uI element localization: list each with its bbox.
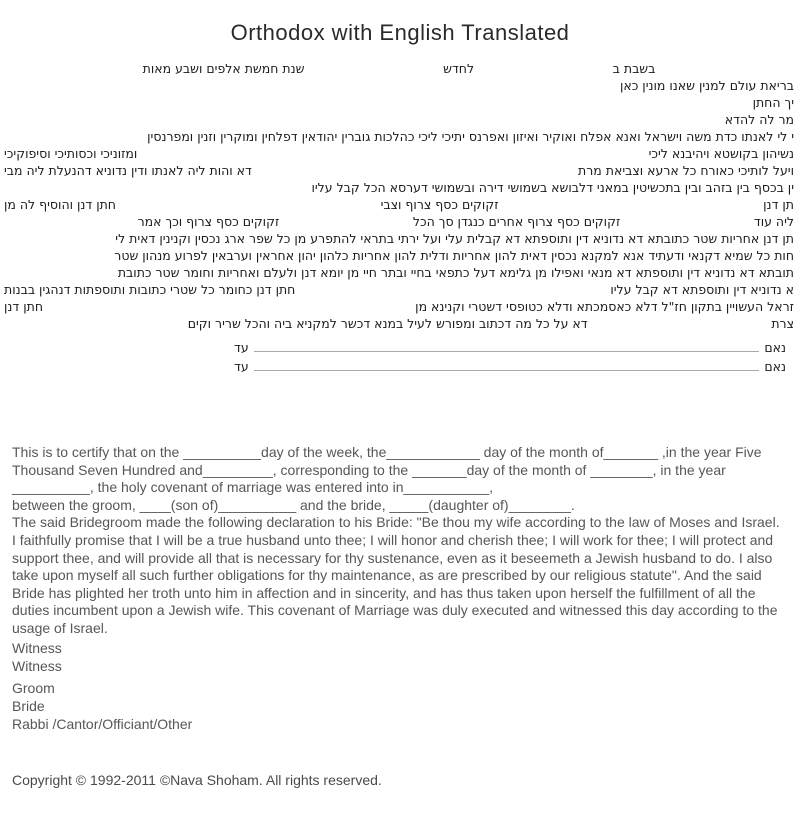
signer-label: Witness bbox=[12, 639, 62, 656]
hebrew-text-segment: מר לה להדא bbox=[724, 112, 794, 127]
signature-naum-label: נאם bbox=[764, 340, 786, 355]
hebrew-text-segment: ליה עוד bbox=[753, 214, 794, 229]
hebrew-text-segment: נשיהון בקושטא ויהיבנא ליכי bbox=[648, 146, 794, 161]
signer-label: Rabbi /Cantor/Officiant/Other bbox=[12, 715, 193, 732]
hebrew-text-segment: זראל העשויין בתקון חז"ל דלא כאסמכתא ודלא כטופסי דשטרי וקנינא מן bbox=[415, 299, 794, 314]
signature-naum-label: נאם bbox=[764, 359, 786, 374]
hebrew-text-segment: דא על כל מה דכתוב ומפורש לעיל במנא דכשר למקניא ביה והכל שריר וקים bbox=[187, 316, 588, 331]
hebrew-line bbox=[4, 94, 794, 111]
hebrew-text-segment: ויעל לותיכי כאורח כל ארעא וצביאת מרת bbox=[578, 163, 794, 178]
hebrew-line bbox=[4, 213, 794, 230]
hebrew-line bbox=[4, 162, 794, 179]
hebrew-text-segment: בריאת עולם למנין שאנו מונין כאן bbox=[619, 78, 794, 93]
page-title: Orthodox with English Translated bbox=[230, 20, 570, 45]
signer-label: Witness bbox=[12, 657, 62, 674]
hebrew-text-segment: דא והות ליה לאנתו ודין נדוניא דהנעלת ליה מבי bbox=[4, 163, 252, 178]
hebrew-text-segment: צרת bbox=[771, 316, 794, 331]
english-paragraph-certify: This is to certify that on the __________day of the week, the____________ day of the month of_______ ,in the year Five Thousand Seven Hundred and_________, corresponding to the _______day of the month of ________, in the year __________, the holy covenant of marriage was entered into in___________, bbox=[12, 444, 762, 496]
hebrew-text-segment: חתן דנן והוסיף לה מן bbox=[4, 197, 116, 212]
signer-label-list bbox=[12, 639, 786, 733]
signer-label: Bride bbox=[12, 697, 45, 714]
signature-ed-label: עד bbox=[234, 359, 249, 374]
hebrew-text-segment: ין בכסף בין בזהב ובין בתכשיטין במאני דלבושא בשמושי דירה ובשמושי דערסא הכל קבל עליו bbox=[311, 180, 794, 195]
hebrew-text-segment: זקוקים כסף צרוף אחרים כנגדן סך הכל bbox=[412, 214, 621, 229]
hebrew-text-segment: תן דנן bbox=[763, 197, 794, 212]
hebrew-line bbox=[4, 264, 794, 281]
hebrew-text-segment: תובתא דא נדוניא דין ותוספתא דא מנאי ואפילו מן גלימא דעל כתפאי בחיי ובתר חיי מן יומא דנן ולעלם ואחריות וחומר שטר כתובת bbox=[117, 265, 794, 280]
hebrew-text-segment: זקוקים כסף צרוף וכך אמר bbox=[137, 214, 280, 229]
hebrew-text-segment: חות כל שמיא דקנאי ודעתיד אנא למקנא נכסין דאית להון אחריות ודלית להון אחריות כלהון יהון אחראין וערבאין לפרוע מנהון שטר bbox=[114, 248, 794, 263]
copyright-notice: Copyright © 1992-2011 ©Nava Shoham. All rights reserved. bbox=[12, 772, 382, 788]
signature-ed-label: עד bbox=[234, 340, 249, 355]
hebrew-text-segment: י לי לאנתו כדת משה וישראל ואנא אפלח ואוקיר ואיזון ואפרנס יתיכי ליכי כהלכות גוברין יהודאין דפלחין ומוקרין וזנין ומפרנסין bbox=[147, 129, 794, 144]
hebrew-line bbox=[4, 111, 794, 128]
signature-blank-line bbox=[254, 357, 760, 371]
hebrew-text-segment: א נדוניא דין ותוספתא דא קבל עליו bbox=[610, 282, 794, 297]
english-paragraph-declaration: The said Bridegroom made the following declaration to his Bride: "Be thou my wife according to the law of Moses and Israel. I faithfully promise that I will be a true husband unto thee; I will honor and cherish thee; I will work for thee; I will protect and support thee, and will provide all that is necessary for thy sustenance, even as it beseemeth a Jewish husband to do. I also take upon myself all such further obligations for thy maintenance, as are prescribed by our religious statute". And the said Bride has plighted her troth unto him in affection and in sincerity, and has thus taken upon herself the fulfillment of all the duties incumbent upon a Jewish wife. This covenant of Marriage was duly executed and witnessed this day according to the usage of Israel. bbox=[12, 514, 780, 636]
hebrew-text-block bbox=[0, 60, 800, 332]
hebrew-line bbox=[4, 247, 794, 264]
ketubah-document-page bbox=[0, 20, 800, 820]
hebrew-text-segment: ומזוניכי וכסותיכי וסיפוקיכי bbox=[4, 146, 138, 161]
hebrew-text-segment: שנת חמשת אלפים ושבע מאות bbox=[142, 61, 305, 76]
hebrew-text-segment: חתן דנן bbox=[4, 299, 43, 314]
signer-label: Groom bbox=[12, 679, 55, 696]
signature-blank-line bbox=[254, 338, 760, 352]
hebrew-text-segment: בשבת ב bbox=[612, 61, 656, 76]
hebrew-line bbox=[4, 298, 794, 315]
hebrew-text-segment: יך החתן bbox=[752, 95, 794, 110]
hebrew-text-segment: חתן דנן כחומר כל שטרי כתובות ותוספתות דנהגין בבנות bbox=[4, 282, 296, 297]
hebrew-signature-row bbox=[234, 338, 786, 357]
hebrew-line bbox=[4, 128, 794, 145]
hebrew-line bbox=[4, 77, 794, 94]
hebrew-text-segment: תן דנן אחריות שטר כתובתא דא נדוניא דין ותוספתא דא קבלית עלי ועל ירתי בתראי להתפרע מן כל שפר ארג נכסין וקנינין דאית לי bbox=[115, 231, 794, 246]
hebrew-line bbox=[4, 196, 794, 213]
hebrew-line bbox=[4, 281, 794, 298]
hebrew-text-segment: זקוקים כסף צרוף וצבי bbox=[380, 197, 499, 212]
hebrew-signature-row bbox=[234, 357, 786, 376]
english-paragraph-parties: between the groom, ____(son of)__________ and the bride, _____(daughter of)________. bbox=[12, 496, 575, 513]
hebrew-line bbox=[4, 145, 794, 162]
hebrew-line bbox=[4, 315, 794, 332]
hebrew-witness-signature-block bbox=[0, 338, 786, 376]
hebrew-text-segment: לחדש bbox=[443, 61, 475, 76]
hebrew-line bbox=[4, 60, 794, 77]
english-translation-block bbox=[0, 444, 800, 733]
hebrew-line bbox=[4, 230, 794, 247]
hebrew-line bbox=[4, 179, 794, 196]
